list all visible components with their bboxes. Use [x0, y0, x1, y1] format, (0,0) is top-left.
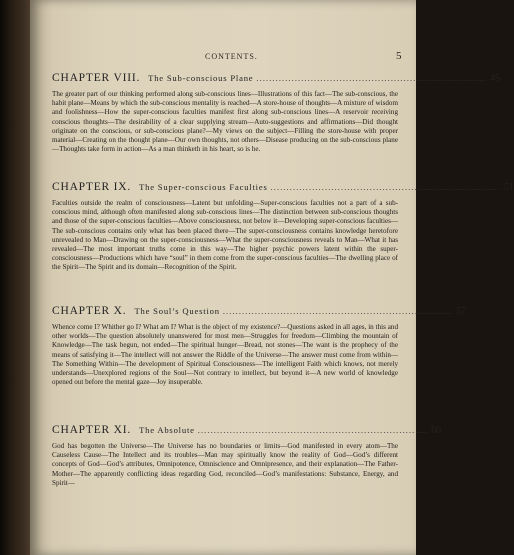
running-head: CONTENTS.: [205, 52, 258, 61]
chapter-entry-9: [52, 181, 514, 273]
chapter-title: The Soul’s Question: [134, 306, 220, 316]
chapter-summary: The greater part of our thinking performed along sub-conscious lines—Illustrations of this fact—The sub-conscious, the habit plane—Means by which the sub-conscious mentality is reached—A store-house of thoughts—A mixture of wisdom and foolishness—How the super-conscious faculties manifest first along sub-conscious lines—A reservoir receiving conscious thoughts—The desirability of a clear supplying stream—Auto-suggestions and affirmations—Did thought originate on the conscious, or sub-conscious plane?—My views on the subject—Filling the store-house with proper material—Creating on the thought plane—Our own thoughts, not others—Disease producing on the sub-conscious plane—Thoughts take form in action—As a man thinketh in his heart, so is he.: [52, 90, 398, 154]
leader-dots: ........................................................................: [270, 183, 502, 192]
chapter-summary: God has begotten the Universe—The Universe has no boundaries or limits—God manifested in every atom—The Causeless Cause—The Intellect and its troubles—Man may spiritually know the reality of God—God’s different concepts of God—God’s attributes, Omnipotence, Omniscience and Omnipresence, and their explanation—The Father-Mother—The apparently conflicting ideas regarding God, reconciled—God’s manifestations: Substance, Energy, and Spirit—: [52, 442, 398, 487]
chapter-entry-8: [52, 72, 500, 154]
leader-dots: ........................................................................: [222, 307, 454, 316]
chapter-number: CHAPTER XI.: [52, 424, 132, 436]
chapter-title: The Sub-conscious Plane: [148, 73, 254, 83]
book-gutter: [0, 0, 30, 555]
chapter-heading: [52, 305, 467, 317]
chapter-summary: Faculties outside the realm of consciousness—Latent but unfolding—Super-conscious faculties not a part of a sub-conscious mind, although often manifested along sub-conscious lines—The distinction between sub-conscious thoughts and those of the super-conscious faculties—Above consciousness, not below it—Developing super-conscious faculties—The sub-conscious contains only what has been placed there—The super-consciousness contains knowledge heretofore unrevealed to Man—Drawing on the super-consciousness—What the super-consciousness reveals to Man—What it has revealed—The most important truths come in this way—The higher psychic powers latent within the super-consciousness—Productions which have “soul” in them come from the super-conscious faculties—The dwelling place of the Spirit—The Spirit and its domain—Recognition of the Spirit.: [52, 199, 398, 272]
chapter-entry-10: [52, 305, 467, 387]
chapter-number: CHAPTER VIII.: [52, 72, 141, 84]
page-number: 5: [396, 50, 402, 62]
chapter-entry-11: [52, 424, 442, 488]
chapter-heading: [52, 181, 514, 193]
chapter-page: 60: [431, 425, 442, 436]
chapter-title: The Super-conscious Faculties: [139, 182, 268, 192]
chapter-page: 57: [456, 306, 467, 317]
chapter-page: 51: [504, 182, 514, 193]
chapter-title: The Absolute: [139, 425, 195, 435]
chapter-number: CHAPTER IX.: [52, 181, 132, 193]
chapter-heading: [52, 424, 442, 436]
chapter-number: CHAPTER X.: [52, 305, 127, 317]
chapter-heading: [52, 72, 500, 84]
leader-dots: ........................................................................: [256, 74, 487, 83]
chapter-summary: Whence come I? Whither go I? What am I? What is the object of my existence?—Questions asked in all ages, in this and other worlds—The question absolutely unanswered for most men—Struggles for freedom—Climbing the mountain of Knowledge—The task begun, not ended—The spiritual hunger—Bread, not stones—The want is the prophecy of the means of satisfying it—The intellect will not answer the Riddle of the Universe—The answer must come from within—The Something Within—The development of Spiritual Consciousness—The intelligent Faith which knows, not merely understands—Unexplored regions of the Soul—Not contrary to intellect, but beyond it—A new world of knowledge opened out before the mental gaze—Joy insuperable.: [52, 323, 398, 387]
leader-dots: ........................................................................: [197, 426, 429, 435]
chapter-page: 45: [489, 73, 500, 84]
